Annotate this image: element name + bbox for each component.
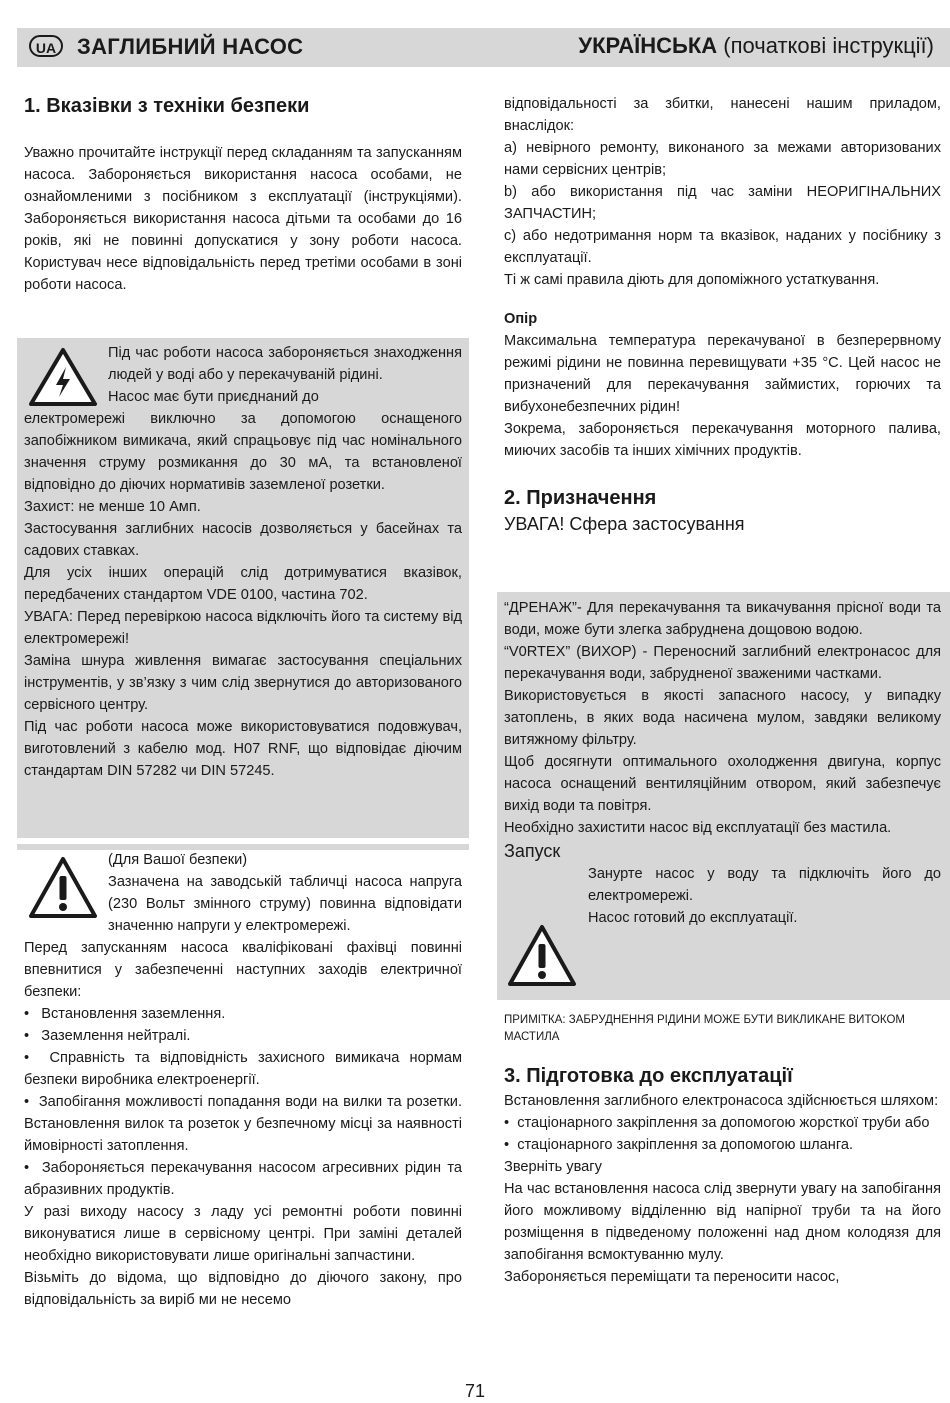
page-number: 71	[464, 1381, 486, 1401]
box1-p1: Під час роботи насоса забороняється знаходження людей у воді або у перекачуваній рідині.	[108, 345, 462, 383]
zapusk-p1: Занурте насос у воду та підключіть його до електромережі.	[588, 866, 941, 904]
language-badge: UA	[29, 35, 63, 57]
box1-p2a: Насос має бути приєднаний до	[108, 389, 319, 405]
box2-p1: (Для Вашої безпеки)	[108, 852, 248, 868]
purpose-box-text	[504, 597, 941, 929]
box1-p2b: електромережі виключно за допомогою оснащеного запобіжником вимикача, який спрацьовує під час номінального значення струму розмикання до 30 мА, та встановленої відповідно до діючих нормативів заземленої розетки.	[24, 411, 462, 493]
accessories-paragraph: Ті ж самі правила діють для допоміжного устаткування.	[504, 272, 880, 288]
header-title: ЗАГЛИБНИЙ НАСОС	[77, 34, 304, 59]
header-language-note: (початкові інструкції)	[723, 33, 934, 58]
s3-attention: Зверніть увагу	[504, 1159, 602, 1175]
safety-box-electric-text	[24, 342, 462, 782]
left-column-top	[24, 92, 462, 296]
liability-paragraph: відповідальності за збитки, нанесені нашим приладом, внаслідок:	[504, 96, 941, 134]
box1-p4: Застосування заглибних насосів дозволяється у басейнах та садових ставках.	[24, 521, 462, 559]
box3-p4: Щоб досягнути оптимального охолодження двигуна, корпус насоса оснащений вентиляційним отвором, який забезпечує вихід води та повітря.	[504, 754, 941, 814]
liability-b: b) або використання під час заміни НЕОРИГІНАЛЬНИХ ЗАПЧАСТИН;	[504, 184, 941, 222]
liability-c: c) або недотримання норм та вказівок, наданих у посібнику з експлуатації.	[504, 228, 941, 266]
bullet-item: • стаціонарного закріплення за допомогою шланга.	[504, 1137, 854, 1153]
before-start-paragraph: Перед запусканням насоса кваліфіковані фахівці повинні впевнитися у забезпеченні наступних заходів електричної безпеки:	[24, 940, 462, 1000]
box3-p5: Необхідно захистити насос від експлуатації без мастила.	[504, 820, 892, 836]
right-column-top	[504, 93, 941, 536]
section-2-title: 2. Призначення	[504, 487, 657, 509]
box1-p8: Під час роботи насоса може використовуватися подовжувач, виготовлений з кабелю мод. H07 RNF, що відповідає діючим стандартам DIN 57282 чи DIN 57245.	[24, 719, 462, 779]
bullet-item: • Заземлення нейтралі.	[24, 1028, 191, 1044]
box1-p5: Для усіх інших операцій слід дотримуватися вказівок, передбачених стандартом VDE 0100, частина 702.	[24, 565, 462, 603]
warning-icon	[507, 924, 577, 988]
zapusk-p2: Насос готовий до експлуатації.	[588, 910, 798, 926]
bullet-item: • Запобігання можливості попадання води на вилки та розетки. Встановлення вилок та розеток у безпечному місці за наявності ймовірності затоплення.	[24, 1094, 463, 1154]
zapusk-title: Запуск	[504, 841, 561, 861]
box1-p6: УВАГА: Перед перевіркою насоса відключіть його та систему від електромережі!	[24, 609, 462, 647]
s3-p2: На час встановлення насоса слід звернути увагу на запобігання його можливому відділенню від напірної труби та на його розміщення в підведеному положенні над дном колодязя для запобігання всмоктуванню мулу.	[504, 1181, 941, 1263]
law-paragraph: Візьміть до відома, що відповідно до діючого закону, про відповідальність за виріб ми не несемо	[24, 1270, 462, 1308]
repair-paragraph: У разі виходу насосу з ладу усі ремонтні роботи повинні виконуватися лише в сервісному центрі. При заміні деталей необхідно використовувати лише оригінальні запчастини.	[24, 1204, 462, 1264]
section-2-subtitle: УВАГА! Сфера застосування	[504, 514, 745, 534]
section-1-title: 1. Вказівки з техніки безпеки	[24, 95, 310, 117]
box3-p2: “V0RTEX” (ВИХОР) - Переносний заглибний електронасос для перекачування води, забрудненої зваженими частками.	[504, 644, 941, 682]
page-header	[17, 28, 950, 67]
left-column-bottom	[24, 849, 462, 1311]
bullet-item: • стаціонарного закріплення за допомогою жорсткої труби або	[504, 1115, 930, 1131]
liability-a: a) невірного ремонту, виконаного за межами авторизованих нами сервісних центрів;	[504, 140, 941, 178]
opir-p1: Максимальна температура перекачуваної в безперервному режимі рідини не повинна перевищувати +35 °C. Цей насос не призначений для перекачування займистих, горючих та вибухонебезпечних рідин!	[504, 333, 941, 415]
box3-p3: Використовується в якості запасного насосу, у випадку затоплень, в яких вода насичена мулом, завдяки великому витяжному фільтру.	[504, 688, 941, 748]
section-1-intro: Уважно прочитайте інструкції перед складанням та запусканням насоса. Забороняється використання насоса особами, не ознайомленими з посібником з експлуатації (інструкціями). Забороняється використання насоса дітьми та особами до 16 років, які не повинні допускатися у зону роботи насоса. Користувач несе відповідальність перед третіми особами в зоні роботи насоса.	[24, 145, 462, 293]
header-language-name: УКРАЇНСЬКА	[578, 33, 718, 58]
box1-p3: Захист: не менше 10 Амп.	[24, 499, 201, 515]
s3-p1: Встановлення заглибного електронасоса здійснюється шляхом:	[504, 1093, 939, 1109]
s3-p3: Забороняється переміщати та переносити насос,	[504, 1269, 840, 1285]
right-column-bottom	[504, 1012, 949, 1046]
section-3-title: 3. Підготовка до експлуатації	[504, 1065, 793, 1087]
box2-p2: Зазначена на заводській табличці насоса напруга (230 Вольт змінного струму) повинна відповідати значенню напруги у електромережі.	[108, 874, 462, 934]
bullet-item: • Справність та відповідність захисного вимикача нормам безпеки виробника електроенергії.	[24, 1050, 462, 1088]
opir-title: Опір	[504, 311, 538, 327]
section-3	[504, 1062, 941, 1288]
bullet-item: • Встановлення заземлення.	[24, 1006, 226, 1022]
opir-p2: Зокрема, забороняється перекачування моторного палива, миючих засобів та інших хімічних продуктів.	[504, 421, 941, 459]
box3-p1: “ДРЕНАЖ”- Для перекачування та викачування прісної води та води, може бути злегка забруднена дощовою водою.	[504, 600, 941, 638]
header-language	[578, 33, 934, 59]
box1-p7: Заміна шнура живлення вимагає застосування спеціальних інструментів, у зв’язку з чим слід звернутися до авторизованого сервісного центру.	[24, 653, 462, 713]
note-text: ПРИМІТКА: ЗАБРУДНЕННЯ РІДИНИ МОЖЕ БУТИ ВИКЛИКАНЕ ВИТОКОМ МАСТИЛА	[504, 1014, 905, 1043]
bullet-item: • Забороняється перекачування насосом агресивних рідин та абразивних продуктів.	[24, 1160, 462, 1198]
